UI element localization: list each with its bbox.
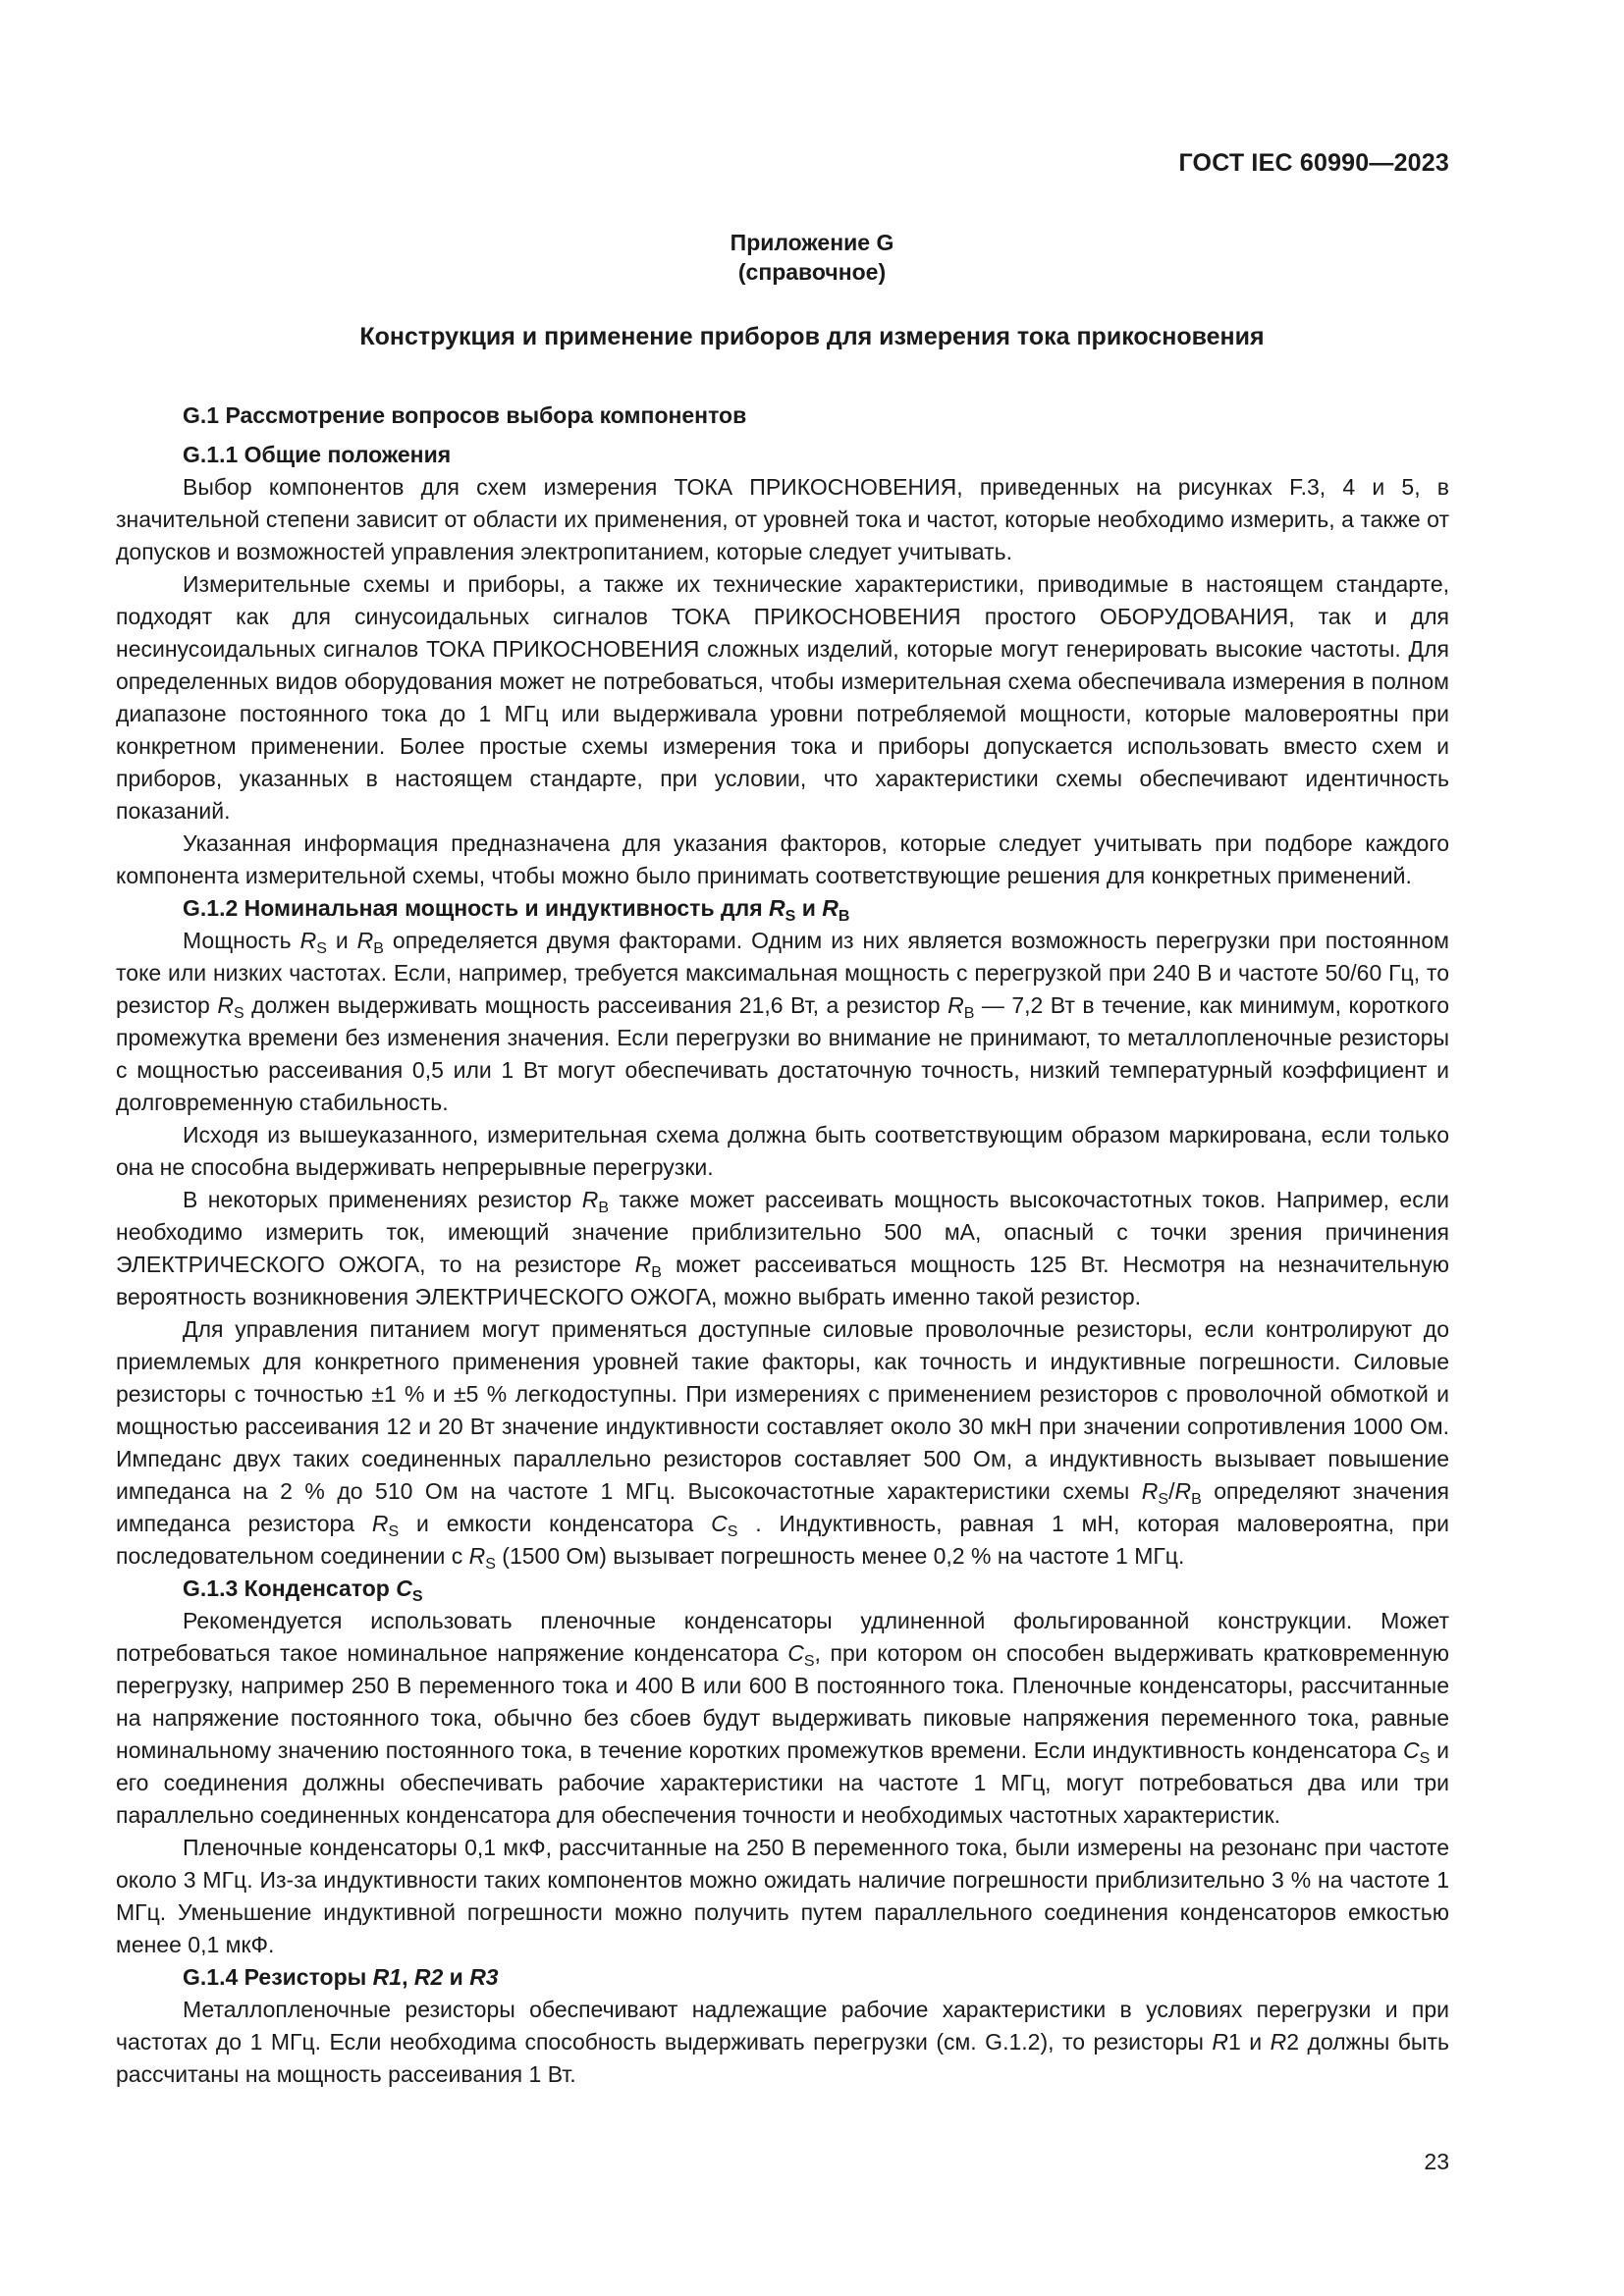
paragraph: Измерительные схемы и приборы, а также их технические характеристики, приводимые в настоящем стандарте, подходят как для синусоидальных сигналов ТОКА ПРИКОСНОВЕНИЯ простого ОБОРУДОВАНИЯ, так и для несинусоидальных сигналов ТОКА ПРИКОСНОВЕНИЯ сложных изделий, которые могут генерировать высокие частоты. Для определенных видов оборудования может не потребоваться, чтобы измерительная схема обеспечивала измерения в полном диапазоне постоянного тока до 1 МГц или выдерживала уровни потребляемой мощности, которые маловероятны при конкретном применении. Более простые схемы измерения тока и приборы допускается использовать вместо схем и приборов, указанных в настоящем стандарте, при условии, что характеристики схемы обеспечивают идентичность показаний.: [116, 571, 1449, 824]
paragraph: Для управления питанием могут применяться доступные силовые проволочные резисторы, если контролируют до приемлемых для конкретного применения уровней такие факторы, как точность и индуктивные погрешности. Силовые резисторы с точностью ±1 % и ±5 % легкодоступны. При измерениях с применением резисторов с проволочной обмоткой и мощностью рассеивания 12 и 20 Вт значение индуктивности составляет около 30 мкН при значении сопротивления 1000 Ом. Импеданс двух таких соединенных параллельно резисторов составляет 500 Ом, а индуктивность вызывает повышение импеданса на 2 % до 510 Ом на частоте 1 МГц. Высокочастотные характеристики схемы $R_S/R_B$ определяют значения импеданса резистора $R_S$ и емкости конденсатора $C_S$ . Индуктивность, равная 1 мН, которая маловероятна, при последовательном соединении с $R_S$ (1500 Ом) вызывает погрешность менее 0,2 % на частоте 1 МГц.: [116, 1316, 1449, 1573]
paragraph: В некоторых применениях резистор $R_B$ также может рассеивать мощность высокочастотных токов. Например, если необходимо измерить ток, имеющий значение приблизительно 500 мА, опасный с точки зрения причинения ЭЛЕКТРИЧЕСКОГО ОЖОГА, то на резисторе $R_B$ может рассеиваться мощность 125 Вт. Несмотря на незначительную вероятность возникновения ЭЛЕКТРИЧЕСКОГО ОЖОГА, можно выбрать именно такой резистор.: [116, 1187, 1450, 1309]
document-body: [116, 400, 1449, 2091]
annex-type: (справочное): [737, 259, 887, 285]
paragraph: Исходя из вышеуказанного, измерительная схема должна быть соответствующим образом маркирована, если только она не способна выдерживать непрерывные перегрузки.: [116, 1122, 1449, 1180]
paragraph: Мощность $R_S$ и $R_B$ определяется двумя факторами. Одним из них является возможность перегрузки при постоянном токе или низких частотах. Если, например, требуется максимальная мощность с перегрузкой при 240 В и частоте 50/60 Гц, то резистор $R_S$ должен выдерживать мощность рассеивания 21,6 Вт, а резистор $R_B$ — 7,2 Вт в течение, как минимум, короткого промежутка времени без изменения значения. Если перегрузки во внимание не принимают, то металлопленочные резисторы с мощностью рассеивания 0,5 или 1 Вт могут обеспечивать достаточную точность, низкий температурный коэффициент и долговременную стабильность.: [116, 928, 1449, 1115]
paragraph: Выбор компонентов для схем измерения ТОКА ПРИКОСНОВЕНИЯ, приведенных на рисунках F.3, 4 и 5, в значительной степени зависит от области их применения, от уровней тока и частот, которые необходимо измерить, а также от допусков и возможностей управления электропитанием, которые следует учитывать.: [116, 474, 1449, 564]
page-number: 23: [1424, 2149, 1449, 2174]
paragraph: Указанная информация предназначена для указания факторов, которые следует учитывать при подборе каждого компонента измерительной схемы, чтобы можно было принимать соответствующие решения для конкретных применений.: [116, 830, 1449, 888]
section-g1-1-heading: G.1.1 Общие положения: [183, 442, 452, 467]
section-g1-4-heading: G.1.4 Резисторы R1, R2 и R3: [183, 1964, 499, 1990]
section-g1-heading: G.1 Рассмотрение вопросов выбора компонентов: [183, 402, 747, 428]
annex-title: Конструкция и применение приборов для измерения тока прикосновения: [359, 323, 1265, 350]
paragraph: Металлопленочные резисторы обеспечивают надлежащие рабочие характеристики в условиях перегрузки и при частотах до 1 МГц. Если необходима способность выдерживать перегрузки (см. G.1.2), то резисторы R1 и R2 должны быть рассчитаны на мощность рассеивания 1 Вт.: [116, 1997, 1449, 2087]
document-code: ГОСТ IEC 60990—2023: [1178, 149, 1449, 177]
paragraph: Пленочные конденсаторы 0,1 мкФ, рассчитанные на 250 В переменного тока, были измерены на резонанс при частоте около 3 МГц. Из-за индуктивности таких компонентов можно ожидать наличие погрешности приблизительно 3 % на частоте 1 МГц. Уменьшение индуктивной погрешности можно получить путем параллельного соединения конденсаторов емкостью менее 0,1 мкФ.: [116, 1835, 1449, 1957]
section-g1-3-heading: G.1.3 Конденсатор $C_S$: [183, 1575, 423, 1605]
annex-heading: [0, 228, 1624, 287]
paragraph: Рекомендуется использовать пленочные конденсаторы удлиненной фольгированной конструкции. Может потребоваться такое номинальное напряжение конденсатора $C_S$, при котором он способен выдерживать кратковременную перегрузку, например 250 В переменного тока и 400 В или 600 В постоянного тока. Пленочные конденсаторы, рассчитанные на напряжение постоянного тока, обычно без сбоев будут выдерживать пиковые напряжения переменного тока, равные номинальному значению постоянного тока, в течение коротких промежутков времени. Если индуктивность конденсатора $C_S$ и его соединения должны обеспечивать рабочие характеристики на частоте 1 МГц, могут потребоваться два или три параллельно соединенных конденсатора для обеспечения точности и необходимых частотных характеристик.: [116, 1608, 1449, 1828]
section-g1-2-heading: G.1.2 Номинальная мощность и индуктивность для $R_S$ и $R_B$: [183, 895, 850, 925]
annex-label: Приложение G: [730, 230, 894, 255]
